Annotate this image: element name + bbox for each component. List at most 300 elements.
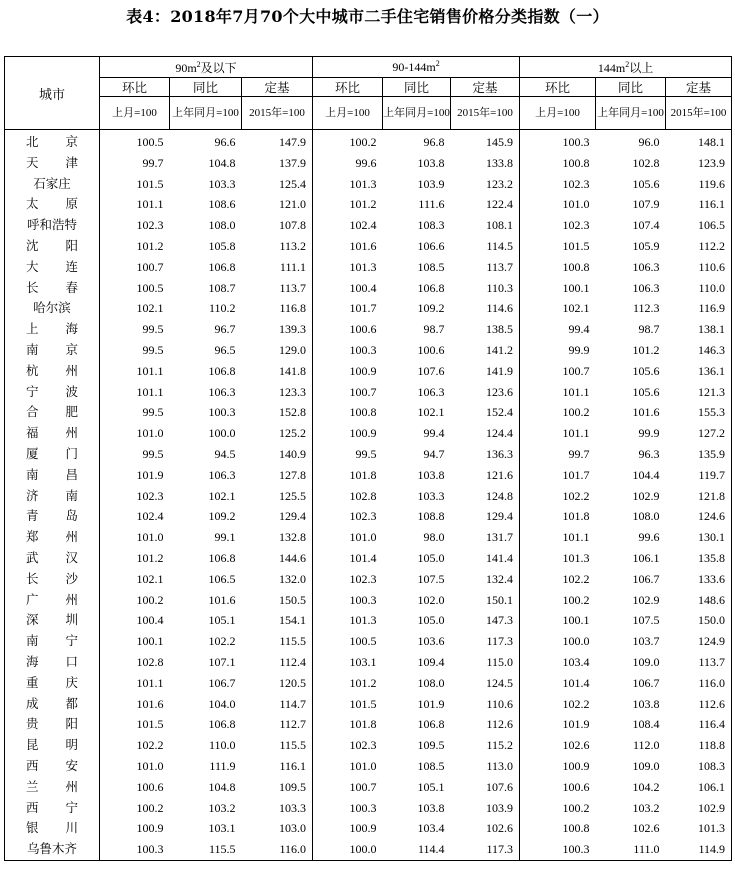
index-value: 101.6: [349, 238, 377, 253]
index-value: 129.4: [451, 506, 520, 527]
index-value: 98.7: [638, 322, 660, 337]
index-value: 116.1: [698, 197, 726, 212]
sub-header-fixed: 定基: [666, 78, 732, 97]
index-value: 105.9: [632, 238, 660, 253]
index-value: 100.2: [562, 405, 590, 420]
index-value: 102.2: [562, 571, 590, 586]
index-value: 101.5: [136, 176, 164, 191]
index-value: 100.7: [349, 779, 377, 794]
index-value: 100.2: [136, 800, 164, 815]
index-value: 112.0: [632, 738, 660, 753]
city-cell: [5, 319, 100, 340]
index-value: 101.1: [136, 197, 164, 212]
index-value: 101.2: [632, 342, 660, 357]
sub-header-fixed: 定基: [242, 78, 313, 97]
index-value: 100.4: [136, 613, 164, 628]
index-value: 123.9: [698, 155, 726, 170]
index-value: 106.8: [208, 259, 236, 274]
index-value: 109.5: [417, 738, 445, 753]
city-name: 西宁: [26, 799, 78, 815]
index-value: 110.6: [698, 259, 726, 274]
index-value: 101.1: [136, 363, 164, 378]
base-last-month: 上月=100: [520, 97, 596, 130]
index-value: 102.0: [417, 592, 445, 607]
index-value: 127.8: [242, 465, 313, 486]
group-header-small: $90m^2$及以下: [100, 57, 313, 78]
index-value: 113.0: [451, 756, 520, 777]
index-value: 103.8: [632, 696, 660, 711]
index-value: 109.0: [632, 654, 660, 669]
city-cell: [5, 153, 100, 174]
index-value: 137.9: [242, 153, 313, 174]
index-value: 106.8: [417, 280, 445, 295]
index-value: 106.3: [632, 259, 660, 274]
index-value: 101.2: [349, 675, 377, 690]
city-cell: [5, 839, 100, 860]
index-value: 101.2: [349, 197, 377, 212]
city-name: 合肥: [26, 404, 78, 420]
index-value: 106.3: [208, 384, 236, 399]
city-name: 银川: [26, 820, 78, 836]
index-value: 112.2: [698, 238, 726, 253]
index-value: 111.9: [209, 758, 236, 773]
city-cell: [5, 569, 100, 590]
index-value: 106.5: [208, 571, 236, 586]
index-value: 101.0: [349, 758, 377, 773]
index-value: 111.0: [596, 839, 666, 860]
index-value: 144.6: [242, 548, 313, 569]
index-value: 124.5: [451, 673, 520, 694]
index-value: 100.3: [100, 839, 170, 860]
table-row: [5, 444, 732, 465]
index-value: 100.7: [562, 363, 590, 378]
index-value: 110.6: [451, 694, 520, 715]
index-value: 101.3: [349, 176, 377, 191]
index-value: 102.1: [136, 571, 164, 586]
index-value: 99.9: [568, 342, 590, 357]
index-value: 100.3: [520, 839, 596, 860]
city-cell: [5, 298, 100, 319]
table-row: [5, 194, 732, 215]
index-value: 99.6: [638, 530, 660, 545]
index-value: 101.1: [136, 675, 164, 690]
city-cell: [5, 527, 100, 548]
index-value: 100.0: [562, 634, 590, 649]
index-value: 106.7: [208, 675, 236, 690]
index-value: 101.9: [136, 467, 164, 482]
city-cell: [5, 610, 100, 631]
index-value: 99.5: [355, 446, 377, 461]
index-value: 127.2: [698, 426, 726, 441]
index-value: 102.3: [349, 571, 377, 586]
base-last-month: 上月=100: [100, 97, 170, 130]
index-value: 140.9: [242, 444, 313, 465]
index-value: 114.9: [666, 839, 732, 860]
index-value: 132.0: [242, 569, 313, 590]
index-value: 106.6: [417, 238, 445, 253]
index-value: 101.0: [136, 758, 164, 773]
index-value: 121.3: [698, 384, 726, 399]
table-row: [5, 548, 732, 569]
index-value: 103.8: [417, 467, 445, 482]
index-value: 116.4: [698, 717, 726, 732]
index-value: 99.7: [142, 155, 164, 170]
base-last-month: 上月=100: [313, 97, 383, 130]
index-value: 100.2: [349, 135, 377, 149]
index-value: 103.3: [208, 176, 236, 191]
city-name: 福州: [26, 425, 78, 441]
city-cell: [5, 423, 100, 444]
index-value: 100.8: [562, 155, 590, 170]
index-value: 145.9: [451, 130, 520, 153]
city-cell: [5, 444, 100, 465]
index-value: 152.8: [242, 402, 313, 423]
index-value: 96.8: [423, 135, 445, 149]
index-value: 101.0: [562, 197, 590, 212]
index-value: 112.3: [632, 301, 660, 316]
table-row: [5, 257, 732, 278]
index-value: 141.2: [451, 340, 520, 361]
index-value: 100.8: [562, 821, 590, 836]
index-value: 114.5: [451, 236, 520, 257]
index-value: 101.4: [349, 550, 377, 565]
city-name: 太原: [26, 196, 78, 212]
index-value: 116.1: [242, 756, 313, 777]
index-value: 100.1: [136, 634, 164, 649]
index-value: 111.6: [418, 197, 445, 212]
index-value: 108.0: [632, 509, 660, 524]
index-value: 119.7: [698, 467, 726, 482]
index-value: 101.0: [136, 530, 164, 545]
index-value: 101.8: [562, 509, 590, 524]
index-value: 107.6: [451, 777, 520, 798]
index-value: 141.4: [451, 548, 520, 569]
city-cell: [5, 506, 100, 527]
index-value: 132.8: [242, 527, 313, 548]
table-row: [5, 319, 732, 340]
index-value: 107.4: [632, 218, 660, 233]
index-value: 102.1: [136, 301, 164, 316]
city-cell: [5, 257, 100, 278]
index-value: 106.7: [632, 675, 660, 690]
table-row: [5, 153, 732, 174]
index-value: 107.1: [208, 654, 236, 669]
index-value: 150.0: [698, 613, 726, 628]
index-value: 119.6: [698, 176, 726, 191]
index-value: 101.5: [349, 696, 377, 711]
index-value: 99.5: [142, 405, 164, 420]
city-name: 大连: [26, 258, 78, 274]
index-value: 100.2: [562, 592, 590, 607]
index-value: 152.4: [451, 402, 520, 423]
table-row: [5, 465, 732, 486]
index-value: 103.2: [208, 800, 236, 815]
city-name: 深圳: [26, 612, 78, 628]
index-value: 106.8: [208, 550, 236, 565]
index-value: 108.1: [451, 215, 520, 236]
index-value: 96.7: [214, 322, 236, 337]
index-value: 124.9: [698, 634, 726, 649]
index-value: 125.2: [242, 423, 313, 444]
index-value: 94.7: [423, 446, 445, 461]
index-value: 101.7: [349, 301, 377, 316]
city-name: 贵阳: [26, 716, 78, 732]
index-value: 105.6: [632, 363, 660, 378]
table-row: [5, 714, 732, 735]
city-cell: [5, 777, 100, 798]
table-row: [5, 590, 732, 611]
table-row: [5, 174, 732, 195]
index-value: 102.3: [136, 218, 164, 233]
index-value: 96.6: [214, 135, 236, 149]
index-value: 105.8: [208, 238, 236, 253]
base-header-row: [5, 97, 732, 130]
index-value: 108.3: [417, 218, 445, 233]
index-value: 101.4: [562, 675, 590, 690]
index-value: 116.9: [698, 301, 726, 316]
table-row: [5, 527, 732, 548]
index-value: 101.9: [417, 696, 445, 711]
index-value: 102.4: [349, 218, 377, 233]
index-value: 105.0: [417, 550, 445, 565]
index-value: 116.8: [242, 298, 313, 319]
index-value: 130.1: [698, 530, 726, 545]
table-row: [5, 486, 732, 507]
index-value: 108.5: [417, 758, 445, 773]
index-value: 112.6: [451, 714, 520, 735]
index-value: 135.9: [698, 446, 726, 461]
index-value: 155.3: [698, 405, 726, 420]
city-cell: [5, 818, 100, 839]
city-cell: [5, 756, 100, 777]
index-value: 102.6: [451, 818, 520, 839]
table-row: [5, 215, 732, 236]
index-value: 108.0: [208, 218, 236, 233]
city-name: 长春: [26, 279, 78, 295]
index-value: 103.3: [242, 798, 313, 819]
index-value: 110.0: [208, 738, 236, 753]
sub-header-mom: 环比: [100, 78, 170, 97]
index-value: 101.0: [349, 530, 377, 545]
table-row: [5, 631, 732, 652]
table-row: [5, 130, 732, 153]
sub-header-yoy: 同比: [596, 78, 666, 97]
index-value: 125.5: [242, 486, 313, 507]
city-cell: [5, 548, 100, 569]
index-value: 139.3: [242, 319, 313, 340]
city-name: 石家庄: [33, 175, 71, 191]
index-value: 103.9: [451, 798, 520, 819]
table-body: [5, 130, 732, 861]
index-value: 100.3: [349, 342, 377, 357]
index-value: 107.6: [417, 363, 445, 378]
table-row: [5, 298, 732, 319]
index-value: 100.3: [349, 800, 377, 815]
index-value: 115.5: [170, 839, 242, 860]
index-value: 154.1: [242, 610, 313, 631]
index-value: 138.5: [451, 319, 520, 340]
index-value: 106.3: [632, 280, 660, 295]
table-row: [5, 506, 732, 527]
city-name: 北京: [26, 134, 78, 149]
index-value: 113.2: [242, 236, 313, 257]
index-value: 102.1: [562, 301, 590, 316]
index-value: 108.5: [417, 259, 445, 274]
city-cell: [5, 631, 100, 652]
index-value: 148.6: [698, 592, 726, 607]
index-value: 104.4: [632, 467, 660, 482]
index-value: 116.0: [698, 675, 726, 690]
city-name: 广州: [26, 591, 78, 607]
index-value: 100.2: [136, 592, 164, 607]
index-value: 102.8: [136, 654, 164, 669]
index-value: 112.6: [698, 696, 726, 711]
index-value: 100.5: [136, 135, 164, 149]
city-cell: [5, 130, 100, 153]
index-value: 101.2: [136, 550, 164, 565]
index-value: 99.9: [638, 426, 660, 441]
index-value: 106.8: [208, 363, 236, 378]
index-value: 124.8: [451, 486, 520, 507]
index-value: 115.0: [451, 652, 520, 673]
index-value: 114.4: [383, 839, 451, 860]
index-value: 115.5: [242, 735, 313, 756]
index-value: 108.0: [417, 675, 445, 690]
city-name: 武汉: [26, 549, 78, 565]
index-value: 147.3: [451, 610, 520, 631]
city-name: 兰州: [26, 778, 78, 794]
index-value: 100.9: [562, 758, 590, 773]
base-2015: 2015年=100: [242, 97, 313, 130]
index-value: 116.0: [242, 839, 313, 860]
base-2015: 2015年=100: [666, 97, 732, 130]
index-value: 109.2: [417, 301, 445, 316]
index-value: 104.8: [208, 779, 236, 794]
city-cell: [5, 798, 100, 819]
index-value: 96.0: [638, 135, 660, 149]
index-value: 121.0: [242, 194, 313, 215]
index-value: 106.1: [698, 779, 726, 794]
index-value: 101.1: [136, 384, 164, 399]
price-index-table: [4, 56, 732, 861]
city-name: 济南: [26, 487, 78, 503]
city-cell: [5, 278, 100, 299]
index-value: 101.1: [562, 384, 590, 399]
index-value: 120.5: [242, 673, 313, 694]
index-value: 100.7: [136, 259, 164, 274]
index-value: 102.8: [632, 155, 660, 170]
index-value: 104.0: [208, 696, 236, 711]
index-value: 102.4: [136, 509, 164, 524]
index-value: 123.2: [451, 174, 520, 195]
city-name: 昆明: [26, 737, 78, 753]
table-header: [5, 57, 732, 130]
index-value: 96.5: [214, 342, 236, 357]
index-value: 100.1: [562, 280, 590, 295]
index-value: 110.3: [451, 278, 520, 299]
city-name: 海口: [26, 653, 78, 669]
index-value: 103.1: [208, 821, 236, 836]
sub-header-yoy: 同比: [170, 78, 242, 97]
city-cell: [5, 465, 100, 486]
index-value: 109.2: [208, 509, 236, 524]
index-value: 100.1: [562, 613, 590, 628]
city-cell: [5, 652, 100, 673]
index-value: 102.2: [136, 738, 164, 753]
index-value: 100.6: [417, 342, 445, 357]
index-value: 108.6: [208, 197, 236, 212]
index-value: 105.6: [632, 384, 660, 399]
index-value: 101.2: [136, 238, 164, 253]
index-value: 141.9: [451, 361, 520, 382]
index-value: 107.5: [417, 571, 445, 586]
index-value: 138.1: [698, 322, 726, 337]
index-value: 108.7: [208, 280, 236, 295]
table-row: [5, 610, 732, 631]
city-cell: [5, 340, 100, 361]
index-value: 102.3: [562, 176, 590, 191]
index-value: 106.1: [632, 550, 660, 565]
index-value: 106.5: [698, 218, 726, 233]
index-value: 100.5: [349, 634, 377, 649]
index-value: 107.5: [632, 613, 660, 628]
index-value: 102.3: [562, 218, 590, 233]
index-value: 102.3: [349, 738, 377, 753]
index-value: 106.3: [417, 384, 445, 399]
city-column-header: 城市: [5, 57, 100, 130]
index-value: 99.5: [142, 322, 164, 337]
city-cell: [5, 402, 100, 423]
index-value: 102.3: [349, 509, 377, 524]
table-row: [5, 652, 732, 673]
index-value: 135.8: [698, 550, 726, 565]
index-value: 102.9: [698, 800, 726, 815]
index-value: 132.4: [451, 569, 520, 590]
index-value: 136.3: [451, 444, 520, 465]
index-value: 124.6: [698, 509, 726, 524]
city-name: 杭州: [26, 362, 78, 378]
index-value: 96.3: [638, 446, 660, 461]
index-value: 107.8: [242, 215, 313, 236]
city-name: 成都: [26, 695, 78, 711]
index-value: 102.2: [208, 634, 236, 649]
index-value: 114.7: [242, 694, 313, 715]
index-value: 117.3: [451, 839, 520, 860]
city-name: 南京: [26, 341, 78, 357]
index-value: 148.1: [698, 135, 726, 149]
index-value: 150.5: [242, 590, 313, 611]
index-value: 100.0: [208, 426, 236, 441]
index-value: 100.9: [349, 426, 377, 441]
index-value: 101.5: [562, 238, 590, 253]
table-row: [5, 673, 732, 694]
index-value: 136.1: [698, 363, 726, 378]
city-name: 长沙: [26, 570, 78, 586]
city-cell: [5, 486, 100, 507]
index-value: 99.5: [142, 342, 164, 357]
index-value: 101.6: [632, 405, 660, 420]
index-value: 115.5: [242, 631, 313, 652]
index-value: 105.6: [632, 176, 660, 191]
index-value: 108.4: [632, 717, 660, 732]
index-value: 100.7: [349, 384, 377, 399]
city-name: 宁波: [26, 383, 78, 399]
index-value: 100.6: [136, 779, 164, 794]
index-value: 146.3: [698, 342, 726, 357]
index-value: 101.6: [136, 696, 164, 711]
index-value: 99.4: [568, 322, 590, 337]
index-value: 103.4: [562, 654, 590, 669]
